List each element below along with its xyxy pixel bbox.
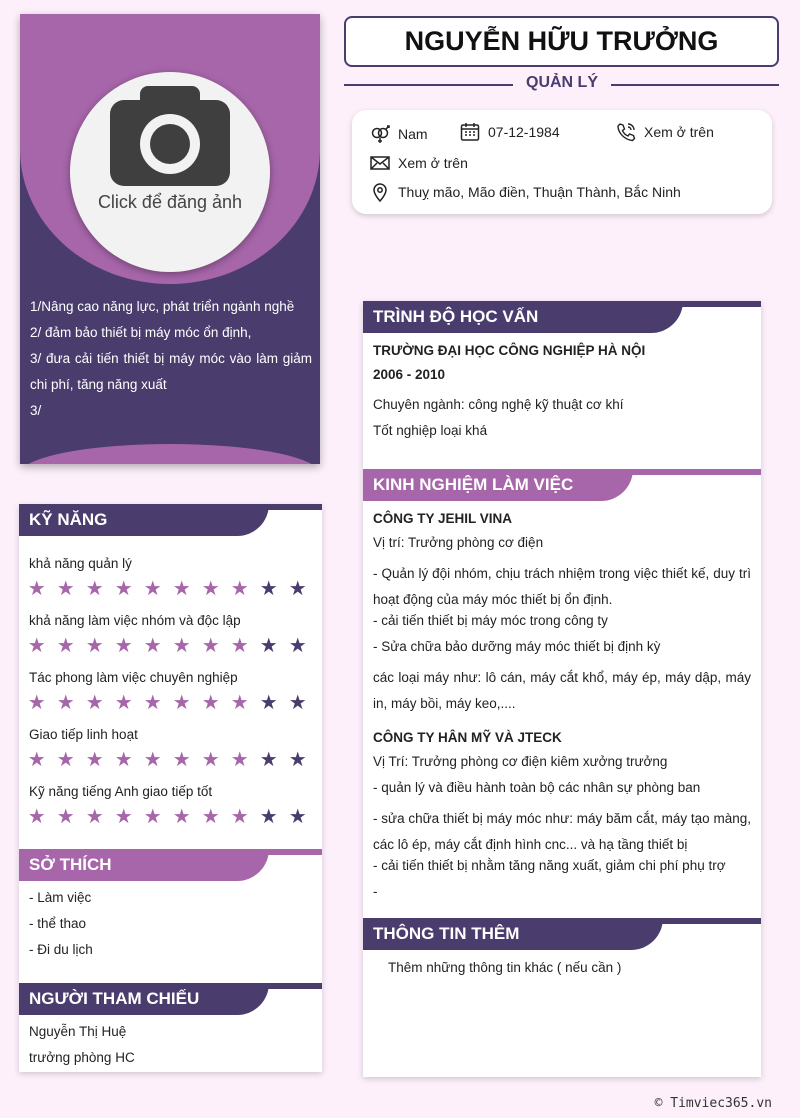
education-major: Chuyên ngành: công nghệ kỹ thuật cơ khí	[373, 397, 624, 412]
references-title: NGƯỜI THAM CHIẾU	[29, 989, 200, 1008]
star-filled-icon: ★	[230, 806, 249, 828]
star-empty-icon: ★	[259, 578, 278, 600]
education-title: TRÌNH ĐỘ HỌC VẤN	[373, 307, 539, 326]
star-filled-icon: ★	[143, 635, 162, 657]
star-filled-icon: ★	[114, 635, 133, 657]
star-filled-icon: ★	[56, 578, 75, 600]
star-filled-icon: ★	[143, 578, 162, 600]
email-value[interactable]: Xem ở trên	[398, 155, 468, 171]
skill-rating	[27, 579, 308, 599]
skill-name: Tác phong làm việc chuyên nghiệp	[29, 670, 238, 685]
gender-icon	[370, 124, 390, 144]
photo-upload[interactable]	[70, 72, 270, 272]
skill-name: Kỹ năng tiếng Anh giao tiếp tốt	[29, 784, 213, 799]
star-filled-icon: ★	[172, 806, 191, 828]
school-years: 2006 - 2010	[373, 367, 446, 382]
star-filled-icon: ★	[143, 692, 162, 714]
star-filled-icon: ★	[56, 692, 75, 714]
hobby-item: - Làm việc	[29, 890, 92, 905]
job-line: Vị Trí: Trưởng phòng cơ điện kiêm xưởng trưởng	[373, 754, 668, 769]
star-filled-icon: ★	[114, 578, 133, 600]
profile-bottom-arc	[20, 444, 320, 464]
job-line: - sửa chữa thiết bị máy móc như: máy băm cắt, máy tạo màng, các lô ép, máy cắt định hình cnc... và hạ tầng thiết bị	[373, 811, 751, 852]
star-empty-icon: ★	[288, 806, 307, 828]
extra-text: Thêm những thông tin khác ( nếu cần )	[388, 960, 622, 975]
job-line: - cải tiến thiết bị nhằm tăng năng xuất, giảm chi phí phụ trợ	[373, 858, 726, 873]
camera-icon	[110, 86, 230, 186]
star-filled-icon: ★	[201, 749, 220, 771]
star-filled-icon: ★	[143, 749, 162, 771]
star-filled-icon: ★	[201, 806, 220, 828]
email-icon	[370, 153, 390, 173]
address-row	[370, 182, 681, 202]
star-filled-icon: ★	[27, 578, 46, 600]
phone-icon	[616, 122, 636, 142]
star-filled-icon: ★	[56, 635, 75, 657]
star-filled-icon: ★	[27, 806, 46, 828]
photo-caption: Click để đăng ảnh	[97, 192, 243, 212]
skill-rating	[27, 750, 308, 770]
star-filled-icon: ★	[172, 635, 191, 657]
star-filled-icon: ★	[143, 806, 162, 828]
company-name: CÔNG TY JEHIL VINA	[373, 511, 513, 526]
star-filled-icon: ★	[27, 749, 46, 771]
education-header	[363, 301, 761, 333]
job-line: - Quản lý đội nhóm, chịu trách nhiệm trong việc thiết kế, duy trì hoạt động của máy móc thiết bị ổn định.	[373, 566, 751, 607]
star-filled-icon: ★	[56, 806, 75, 828]
profile-panel	[20, 14, 320, 464]
star-filled-icon: ★	[172, 749, 191, 771]
star-empty-icon: ★	[259, 692, 278, 714]
star-filled-icon: ★	[201, 635, 220, 657]
star-empty-icon: ★	[259, 635, 278, 657]
extra-title: THÔNG TIN THÊM	[373, 924, 520, 943]
skills-title: KỸ NĂNG	[29, 510, 108, 529]
star-filled-icon: ★	[230, 692, 249, 714]
star-empty-icon: ★	[259, 749, 278, 771]
reference-role: trưởng phòng HC	[29, 1050, 135, 1065]
star-filled-icon: ★	[172, 578, 191, 600]
star-filled-icon: ★	[201, 692, 220, 714]
star-filled-icon: ★	[230, 749, 249, 771]
star-filled-icon: ★	[85, 806, 104, 828]
phone-value[interactable]: Xem ở trên	[644, 124, 714, 140]
experience-title: KINH NGHIỆM LÀM VIỆC	[373, 475, 574, 494]
hobbies-header	[19, 849, 322, 881]
full-name: NGUYỄN HỮU TRƯỞNG	[344, 16, 779, 67]
contact-card	[352, 110, 772, 214]
references-header	[19, 983, 322, 1015]
skills-header	[19, 504, 322, 536]
star-empty-icon: ★	[259, 806, 278, 828]
phone-row	[616, 122, 714, 142]
address-value: Thuỵ mão, Mão điền, Thuận Thành, Bắc Ninh	[398, 184, 681, 200]
reference-name: Nguyễn Thị Huệ	[29, 1024, 127, 1039]
star-filled-icon: ★	[27, 635, 46, 657]
star-filled-icon: ★	[85, 635, 104, 657]
job-line: - quản lý và điều hành toàn bộ các nhân sự phòng ban	[373, 780, 701, 795]
star-filled-icon: ★	[56, 749, 75, 771]
job-line: - Sửa chữa bảo dưỡng máy móc thiết bị định kỳ	[373, 639, 661, 654]
skill-name: Giao tiếp linh hoạt	[29, 727, 138, 742]
extra-header	[363, 918, 761, 950]
school-name: TRƯỜNG ĐẠI HỌC CÔNG NGHIỆP HÀ NỘI	[373, 343, 646, 358]
company-name: CÔNG TY HÂN MỸ VÀ JTECK	[373, 730, 562, 745]
birthday-row	[460, 122, 560, 142]
birthday-value: 07-12-1984	[488, 124, 560, 140]
star-filled-icon: ★	[230, 578, 249, 600]
star-empty-icon: ★	[288, 749, 307, 771]
skill-rating	[27, 807, 308, 827]
goal-item: 2/ đảm bảo thiết bị máy móc ổn định,	[30, 325, 252, 340]
star-filled-icon: ★	[201, 578, 220, 600]
skill-rating	[27, 636, 308, 656]
goal-item: 3/	[30, 403, 42, 418]
job-line: - cải tiến thiết bị máy móc trong công ty	[373, 613, 608, 628]
job-title: QUẢN LÝ	[513, 74, 611, 92]
star-filled-icon: ★	[114, 749, 133, 771]
email-row	[370, 153, 468, 173]
skill-name: khả năng làm việc nhóm và độc lập	[29, 613, 241, 628]
star-filled-icon: ★	[85, 749, 104, 771]
goal-item: 3/ đưa cải tiến thiết bị máy móc vào làm giảm chi phí, tăng năng xuất	[30, 351, 312, 392]
job-line: các loại máy như: lô cán, máy cắt khổ, máy ép, máy dập, máy in, máy bồi, máy keo,....	[373, 670, 751, 711]
star-filled-icon: ★	[114, 692, 133, 714]
skill-rating	[27, 693, 308, 713]
star-empty-icon: ★	[288, 635, 307, 657]
star-empty-icon: ★	[288, 578, 307, 600]
calendar-icon	[460, 122, 480, 142]
right-card	[363, 301, 761, 1077]
star-filled-icon: ★	[85, 692, 104, 714]
gender-row	[370, 124, 428, 144]
footer-credit[interactable]: © Timviec365.vn	[654, 1096, 772, 1111]
star-empty-icon: ★	[288, 692, 307, 714]
star-filled-icon: ★	[114, 806, 133, 828]
star-filled-icon: ★	[172, 692, 191, 714]
hobby-item: - thể thao	[29, 916, 87, 931]
star-filled-icon: ★	[85, 578, 104, 600]
location-pin-icon	[370, 182, 390, 202]
hobbies-title: SỞ THÍCH	[29, 855, 112, 874]
goal-item: 1/Nâng cao năng lực, phát triển ngành nghề	[30, 299, 295, 314]
star-filled-icon: ★	[27, 692, 46, 714]
job-line: Vị trí: Trưởng phòng cơ điện	[373, 535, 544, 550]
left-card	[19, 504, 322, 1072]
skill-name: khả năng quản lý	[29, 556, 132, 571]
gender-value: Nam	[398, 126, 428, 142]
job-line: -	[373, 884, 378, 899]
star-filled-icon: ★	[230, 635, 249, 657]
education-grade: Tốt nghiệp loại khá	[373, 423, 488, 438]
career-goals	[30, 294, 312, 424]
experience-header	[363, 469, 761, 501]
hobby-item: - Đi du lịch	[29, 942, 93, 957]
